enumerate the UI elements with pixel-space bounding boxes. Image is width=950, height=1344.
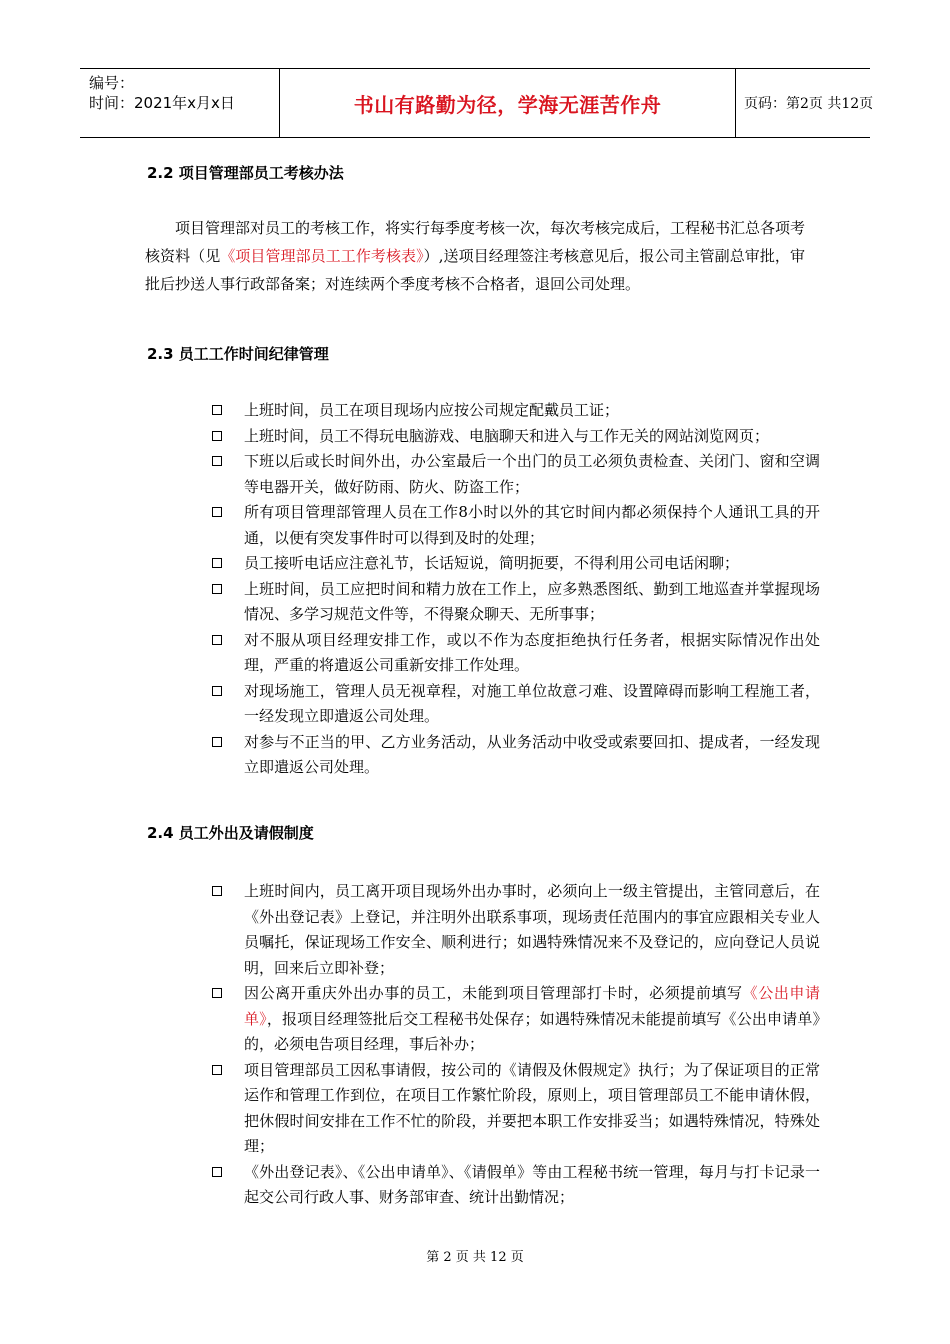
list-item: 对参与不正当的甲、乙方业务活动，从业务活动中收受或索要回扣、提成者，一经发现立即遣返公司处理。 [210, 730, 820, 781]
time-label: 时间：2021年x月x日 [89, 94, 235, 112]
list-item: 《外出登记表》、《公出申请单》、《请假单》等由工程秘书统一管理，每月与打卡记录一起交公司行政人事、财务部审查、统计出勤情况； [210, 1160, 820, 1211]
section-2-2-paragraph [145, 214, 805, 298]
number-label: 编号： [89, 74, 135, 92]
section-title-2-4: 2.4 员工外出及请假制度 [147, 824, 314, 842]
checkbox-icon [212, 988, 222, 998]
checkbox-icon [212, 886, 222, 896]
leave-list [210, 879, 820, 1211]
checkbox-icon [212, 431, 222, 441]
list-item: 上班时间，员工不得玩电脑游戏、电脑聊天和进入与工作无关的网站浏览网页； [210, 424, 820, 450]
checkbox-icon [212, 737, 222, 747]
list-item: 员工接听电话应注意礼节，长话短说，简明扼要，不得利用公司电话闲聊； [210, 551, 820, 577]
list-item: 项目管理部员工因私事请假，按公司的《请假及休假规定》执行；为了保证项目的正常运作和管理工作到位，在项目工作繁忙阶段，原则上，项目管理部员工不能申请休假，把休假时间安排在工作不忙的阶段，并要把本职工作安排妥当；如遇特殊情况，特殊处理； [210, 1058, 820, 1160]
list-item: 上班时间，员工在项目现场内应按公司规定配戴员工证； [210, 398, 820, 424]
para-text: ）,送项目经理签注考核意见后，报公司主管副总审批，审批后抄送人事行政部备案；对连续两个季度考核不合格者，退回公司处理。 [145, 247, 805, 293]
discipline-list [210, 398, 820, 781]
page-footer: 第 2 页 共 12 页 [426, 1250, 524, 1265]
list-item: 对现场施工，管理人员无视章程，对施工单位故意刁难、设置障碍而影响工程施工者，一经发现立即遣返公司处理。 [210, 679, 820, 730]
assessment-form-link[interactable]: 《项目管理部员工工作考核表》 [220, 247, 424, 265]
list-item: 对不服从项目经理安排工作，或以不作为态度拒绝执行任务者，根据实际情况作出处理，严重的将遣返公司重新安排工作处理。 [210, 628, 820, 679]
checkbox-icon [212, 635, 222, 645]
checkbox-icon [212, 558, 222, 568]
header-motto-cell [280, 69, 736, 137]
list-item: 上班时间内，员工离开项目现场外出办事时，必须向上一级主管提出，主管同意后，在《外出登记表》上登记，并注明外出联系事项，现场责任范围内的事宜应跟相关专业人员嘱托，保证现场工作安全、顺利进行；如遇特殊情况来不及登记的，应向登记人员说明，回来后立即补登； [210, 879, 820, 981]
checkbox-icon [212, 584, 222, 594]
checkbox-icon [212, 686, 222, 696]
section-title-2-2: 2.2 项目管理部员工考核办法 [147, 164, 344, 182]
list-item: 因公离开重庆外出办事的员工，未能到项目管理部打卡时，必须提前填写《公出申请单》，报项目经理签批后交工程秘书处保存；如遇特殊情况未能提前填写《公出申请单》的，必须电告项目经理，事后补办； [210, 981, 820, 1058]
para-text: 项目管理部对员工的考核工作，将实行每季度考核一次，每次考核完成后，工程秘书汇总各项考核资料（见 [145, 219, 806, 265]
list-item: 上班时间，员工应把时间和精力放在工作上，应多熟悉图纸、勤到工地巡查并掌握现场情况、多学习规范文件等，不得聚众聊天、无所事事； [210, 577, 820, 628]
checkbox-icon [212, 507, 222, 517]
list-item: 下班以后或长时间外出，办公室最后一个出门的员工必须负责检查、关闭门、窗和空调等电器开关，做好防雨、防火、防盗工作； [210, 449, 820, 500]
motto: 书山有路勤为径，学海无涯苦作舟 [353, 92, 662, 117]
checkbox-icon [212, 1167, 222, 1177]
page-info: 页码：第2页 共12页 [744, 96, 874, 112]
header-meta [80, 69, 280, 137]
checkbox-icon [212, 1065, 222, 1075]
checkbox-icon [212, 456, 222, 466]
section-title-2-3: 2.3 员工工作时间纪律管理 [147, 345, 329, 363]
page-header [80, 68, 874, 138]
checkbox-icon [212, 405, 222, 415]
business-trip-form-link[interactable]: 《公出申请单》 [244, 984, 820, 1028]
list-item: 所有项目管理部管理人员在工作8小时以外的其它时间内都必须保持个人通讯工具的开通，以便有突发事件时可以得到及时的处理； [210, 500, 820, 551]
